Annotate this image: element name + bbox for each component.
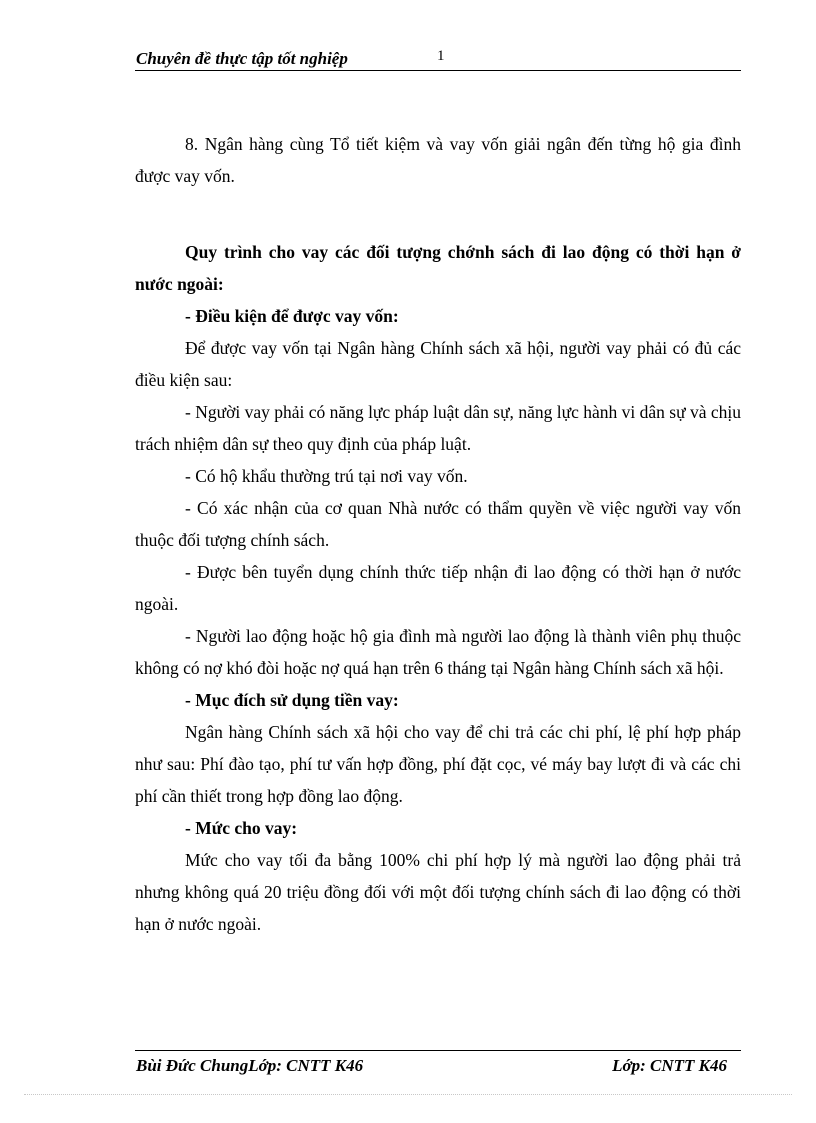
condition-item-4: - Được bên tuyển dụng chính thức tiếp nhận đi lao động có thời hạn ở nước ngoài. xyxy=(135,562,741,614)
paragraph-conditions-intro: Để được vay vốn tại Ngân hàng Chính sách xã hội, người vay phải có đủ các điều kiện sau: xyxy=(135,338,741,390)
subheading-amount: - Mức cho vay: xyxy=(185,818,298,838)
header-title: Chuyên đề thực tập tốt nghiệp xyxy=(136,49,348,68)
paragraph-amount: Mức cho vay tối đa bằng 100% chi phí hợp lý mà người lao động phải trả nhưng không quá 20 triệu đồng đối với một đối tượng chính sách đi lao động có thời hạn ở nước ngoài. xyxy=(135,850,741,934)
section-heading: Quy trình cho vay các đối tượng chớnh sách đi lao động có thời hạn ở nước ngoài: xyxy=(135,242,741,294)
condition-item-3: - Có xác nhận của cơ quan Nhà nước có thẩm quyền về việc người vay vốn thuộc đối tượng chính sách. xyxy=(135,498,741,550)
page-number: 1 xyxy=(437,48,445,64)
footer-class: Lớp: CNTT K46 xyxy=(612,1056,727,1075)
footer-author: Bùi Đức ChungLớp: CNTT K46 xyxy=(136,1056,364,1075)
paragraph-purpose: Ngân hàng Chính sách xã hội cho vay để chi trả các chi phí, lệ phí hợp pháp như sau: Phí đào tạo, phí tư vấn hợp đồng, phí đặt cọc, vé máy bay lượt đi và các chi phí cần thiết trong hợp đồng lao động. xyxy=(135,722,741,806)
paragraph-step-8: 8. Ngân hàng cùng Tổ tiết kiệm và vay vốn giải ngân đến từng hộ gia đình được vay vốn. xyxy=(135,134,741,186)
condition-item-1: - Người vay phải có năng lực pháp luật dân sự, năng lực hành vi dân sự và chịu trách nhiệm dân sự theo quy định của pháp luật. xyxy=(135,402,741,454)
page-bottom-divider xyxy=(24,1094,792,1095)
section-gap xyxy=(135,192,741,236)
condition-item-2: - Có hộ khẩu thường trú tại nơi vay vốn. xyxy=(185,466,468,486)
page-header xyxy=(135,46,741,71)
subheading-conditions: - Điều kiện để được vay vốn: xyxy=(185,306,399,326)
document-body xyxy=(135,128,741,940)
page-footer xyxy=(135,1050,741,1075)
subheading-purpose: - Mục đích sử dụng tiền vay: xyxy=(185,690,399,710)
condition-item-5: - Người lao động hoặc hộ gia đình mà người lao động là thành viên phụ thuộc không có nợ khó đòi hoặc nợ quá hạn trên 6 tháng tại Ngân hàng Chính sách xã hội. xyxy=(135,626,741,678)
